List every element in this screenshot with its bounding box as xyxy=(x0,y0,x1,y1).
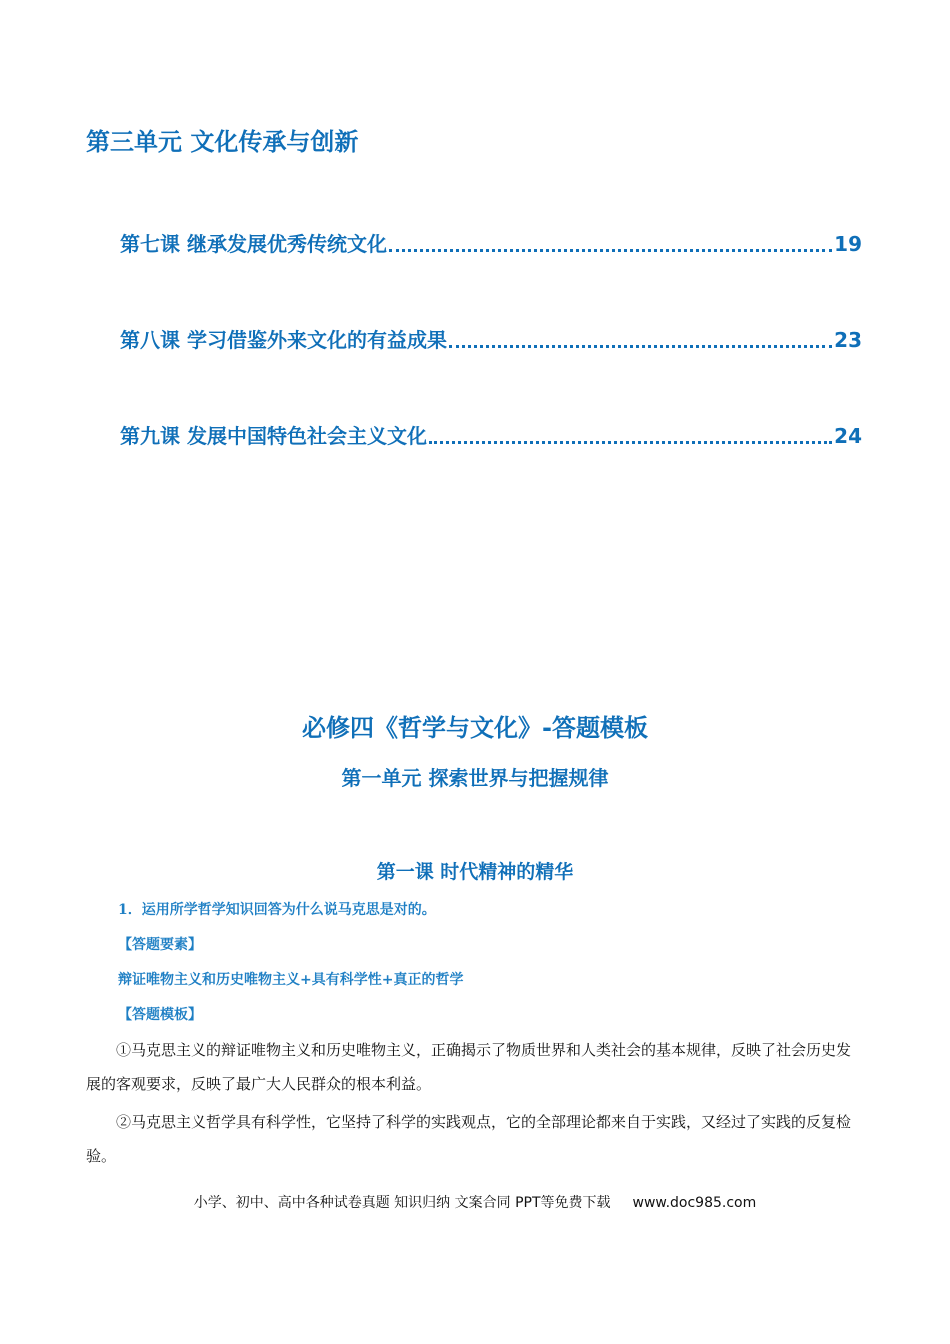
toc-entry-lesson8[interactable] xyxy=(120,324,862,353)
question-1: 1．运用所学哲学知识回答为什么说马克思是对的。 xyxy=(118,902,436,918)
toc-dot-leader xyxy=(429,441,832,444)
toc-entry-label: 第八课 学习借鉴外来文化的有益成果 xyxy=(120,328,447,352)
toc-page-number: 24 xyxy=(834,424,862,448)
toc-entry-lesson9[interactable] xyxy=(120,420,862,449)
unit3-heading: 第三单元 文化传承与创新 xyxy=(86,128,359,156)
toc-page-number: 23 xyxy=(834,328,862,352)
answer-template-header: 【答题模板】 xyxy=(118,1007,202,1023)
lesson1-title: 第一课 时代精神的精华 xyxy=(376,861,574,883)
toc-dot-leader xyxy=(449,345,832,348)
toc-entry-lesson7[interactable] xyxy=(120,228,862,257)
toc-entry-label: 第九课 发展中国特色社会主义文化 xyxy=(120,424,427,448)
answer-paragraph-2: ②马克思主义哲学具有科学性，它坚持了科学的实践观点，它的全部理论都来自于实践，又经过了实践的反复检验。 xyxy=(86,1113,852,1165)
footer-text: 小学、初中、高中各种试卷真题 知识归纳 文案合同 PPT等免费下载 xyxy=(193,1195,611,1211)
main-title: 必修四《哲学与文化》-答题模板 xyxy=(302,714,648,742)
footer-url[interactable]: www.doc985.com xyxy=(632,1195,757,1211)
answer-elements-header: 【答题要素】 xyxy=(118,937,202,953)
answer-elements-text: 辩证唯物主义和历史唯物主义+具有科学性+真正的哲学 xyxy=(118,972,464,988)
toc-entry-label: 第七课 继承发展优秀传统文化 xyxy=(120,232,387,256)
unit1-title: 第一单元 探索世界与把握规律 xyxy=(341,766,609,790)
toc-dot-leader xyxy=(389,249,832,252)
answer-paragraph-1: ①马克思主义的辩证唯物主义和历史唯物主义，正确揭示了物质世界和人类社会的基本规律，反映了社会历史发展的客观要求，反映了最广大人民群众的根本利益。 xyxy=(86,1041,852,1093)
toc-page-number: 19 xyxy=(834,232,862,256)
page-footer xyxy=(0,1192,950,1212)
